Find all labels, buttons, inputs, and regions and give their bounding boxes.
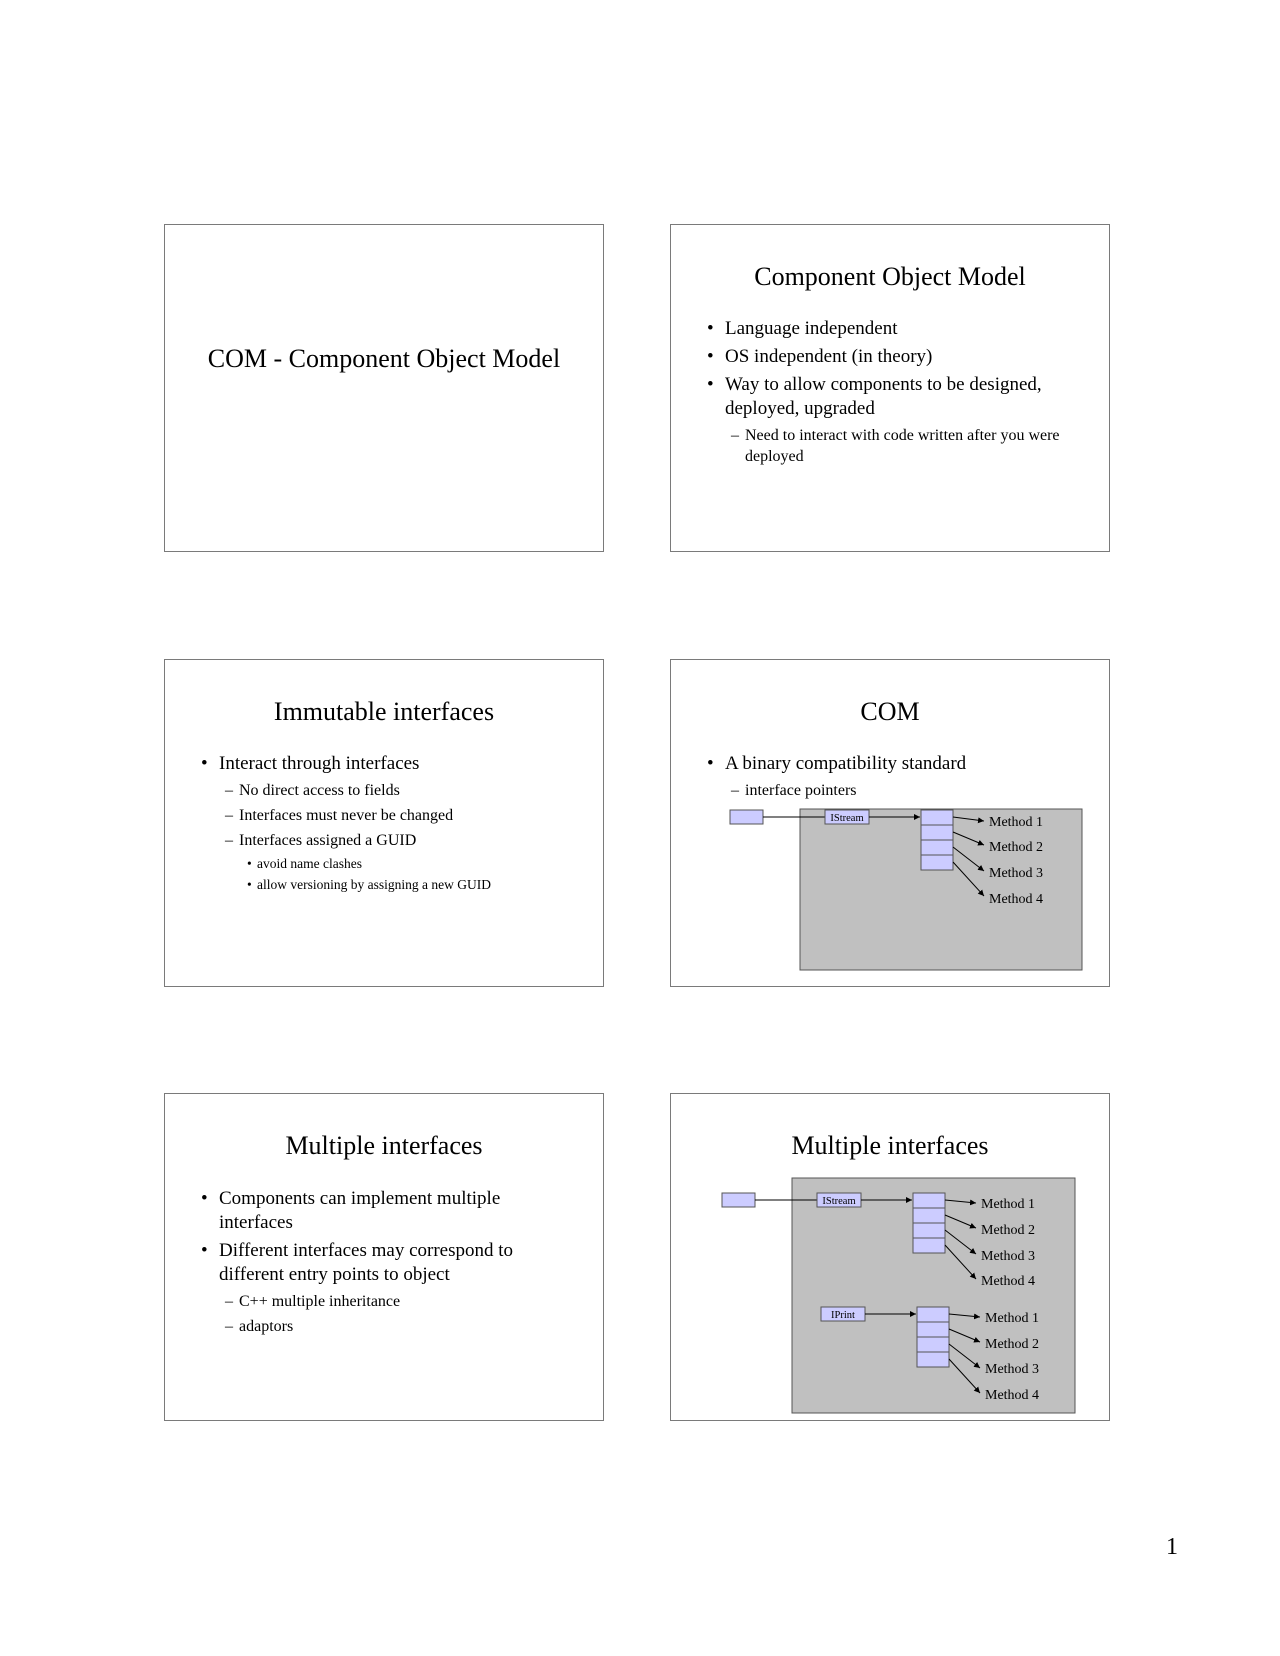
slide-4	[670, 659, 1110, 987]
slide-5	[164, 1093, 604, 1421]
bullet-item: • Language independent	[707, 317, 1079, 341]
sub-bullet-item: – adaptors	[201, 1316, 573, 1337]
slide-title: Immutable interfaces	[273, 697, 495, 726]
method-label: Method 3	[981, 1249, 1036, 1264]
method-label: Method 3	[989, 866, 1044, 881]
page-number: 1	[1166, 1534, 1178, 1560]
method-label: Method 3	[985, 1362, 1040, 1377]
interface-pointer-diagram	[671, 660, 1111, 988]
slide-6	[670, 1093, 1110, 1421]
sub-bullet-item: – interface pointers	[707, 780, 1079, 801]
method-label: Method 4	[981, 1274, 1036, 1289]
bullet-item: • Components can implement multiple interfaces	[201, 1187, 573, 1235]
interface-label: IStream	[822, 1196, 856, 1207]
slide-title: Component Object Model	[754, 262, 1026, 291]
bullet-item: • Way to allow components to be designed, deployed, upgraded	[707, 373, 1079, 421]
slide-title: Multiple interfaces	[791, 1131, 989, 1160]
bullet-item: • A binary compatibility standard	[707, 752, 1079, 776]
vtable	[917, 1307, 949, 1367]
slide-2	[670, 224, 1110, 552]
slide-title: COM - Component Object Model	[207, 344, 561, 373]
bullet-list	[201, 752, 573, 897]
slide-title: COM	[860, 697, 920, 726]
sub-sub-bullet-item: • avoid name clashes	[201, 855, 573, 873]
interface-pointer-box	[730, 810, 763, 824]
interface-label: IPrint	[831, 1310, 855, 1321]
slide-3	[164, 659, 604, 987]
method-label: Method 1	[989, 815, 1044, 830]
method-label: Method 1	[985, 1311, 1040, 1326]
interface-pointer-box	[722, 1193, 755, 1207]
slide-1	[164, 224, 604, 552]
bullet-list	[201, 1187, 573, 1341]
method-label: Method 2	[981, 1223, 1036, 1238]
method-label: Method 1	[981, 1197, 1036, 1212]
multiple-interfaces-diagram	[671, 1094, 1111, 1422]
method-label: Method 4	[985, 1388, 1040, 1403]
interface-label: IStream	[830, 813, 864, 824]
vtable	[913, 1193, 945, 1253]
sub-bullet-item: – C++ multiple inheritance	[201, 1291, 573, 1312]
method-label: Method 2	[989, 840, 1044, 855]
method-label: Method 4	[989, 892, 1044, 907]
bullet-list	[707, 317, 1079, 471]
bullet-item: • OS independent (in theory)	[707, 345, 1079, 369]
bullet-item: • Different interfaces may correspond to different entry points to object	[201, 1239, 573, 1287]
bullet-item: • Interact through interfaces	[201, 752, 573, 776]
vtable	[921, 810, 953, 870]
sub-sub-bullet-item: • allow versioning by assigning a new GUID	[201, 876, 573, 894]
sub-bullet-item: – Need to interact with code written after you were deployed	[707, 425, 1079, 467]
slide-title: Multiple interfaces	[285, 1131, 483, 1160]
sub-bullet-item: – Interfaces assigned a GUID	[201, 830, 573, 851]
sub-bullet-item: – Interfaces must never be changed	[201, 805, 573, 826]
sub-bullet-item: – No direct access to fields	[201, 780, 573, 801]
method-label: Method 2	[985, 1337, 1040, 1352]
